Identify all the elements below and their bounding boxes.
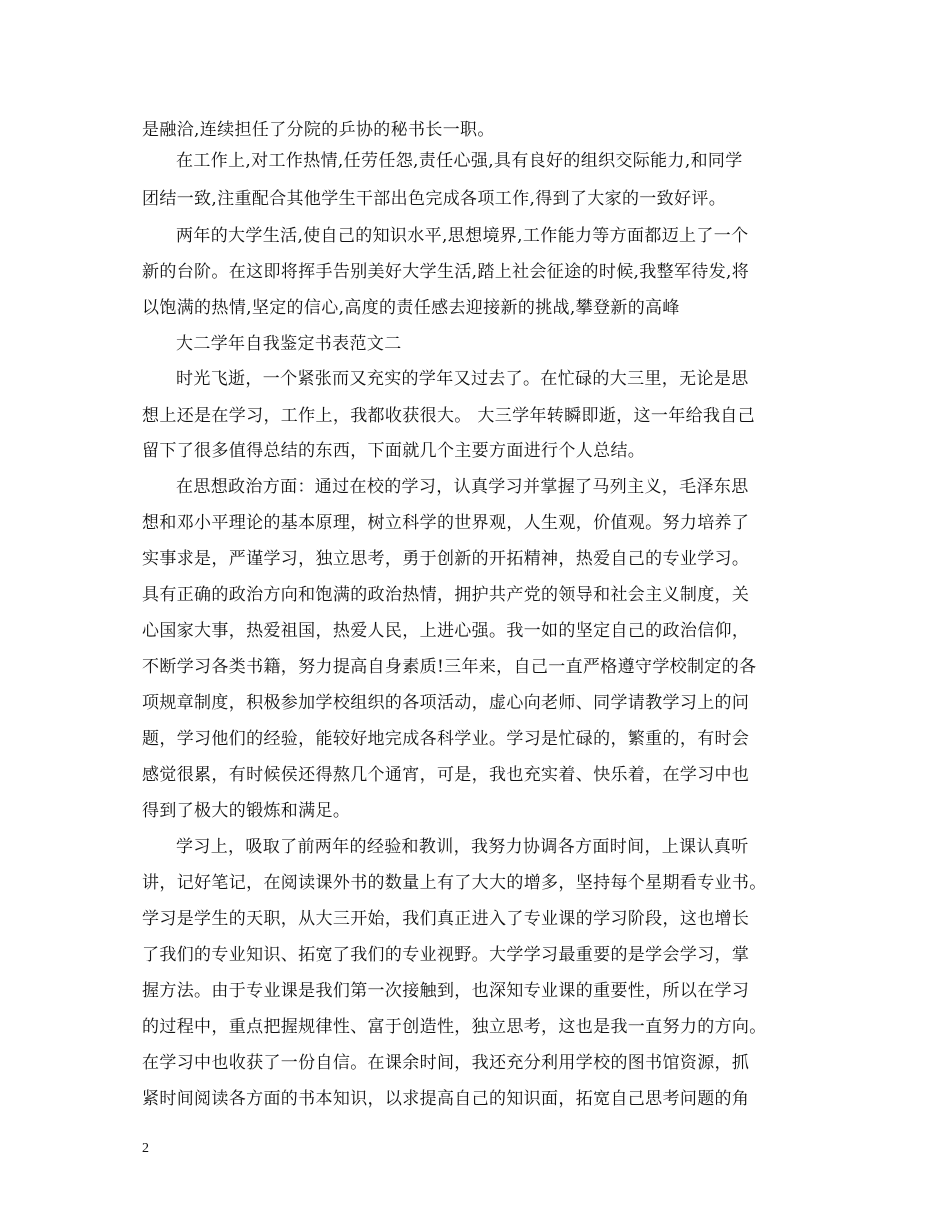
text-line: 了我们的专业知识、拓宽了我们的专业视野。大学学习最重要的是学会学习，掌: [142, 945, 750, 965]
page-number: 2: [142, 1141, 149, 1156]
text-line: 以饱满的热情,坚定的信心,高度的责任感去迎接新的挑战,攀登新的高峰: [142, 298, 680, 318]
text-line: 在工作上,对工作热情,任劳任怨,责任心强,具有良好的组织交际能力,和同学: [176, 151, 743, 171]
text-line: 感觉很累，有时候侯还得熬几个通宵，可是，我也充实着、快乐着，在学习中也: [142, 765, 750, 785]
text-line: 实事求是，严谨学习，独立思考，勇于创新的开拓精神，热爱自己的专业学习。: [142, 549, 750, 569]
section-heading: 大二学年自我鉴定书表范文二: [176, 334, 402, 354]
text-line: 留下了很多值得总结的东西，下面就几个主要方面进行个人总结。: [142, 441, 646, 461]
text-line: 得到了极大的锻炼和满足。: [142, 801, 351, 821]
text-line: 项规章制度，积极参加学校组织的各项活动，虚心向老师、同学请教学习上的问: [142, 693, 750, 713]
text-line: 新的台阶。在这即将挥手告别美好大学生活,踏上社会征途的时候,我整军待发,将: [142, 262, 750, 282]
text-line: 题，学习他们的经验，能较好地完成各科学业。学习是忙碌的，繁重的，有时会: [142, 729, 750, 749]
text-line: 在思想政治方面：通过在校的学习，认真学习并掌握了马列主义，毛泽东思: [176, 477, 749, 497]
text-line: 心国家大事，热爱祖国，热爱人民，上进心强。我一如的坚定自己的政治信仰，: [142, 621, 750, 641]
text-line: 在学习中也收获了一份自信。在课余时间，我还充分利用学校的图书馆资源，抓: [142, 1053, 750, 1073]
text-line: 紧时间阅读各方面的书本知识，以求提高自己的知识面，拓宽自己思考问题的角: [142, 1089, 750, 1109]
text-line: 想和邓小平理论的基本原理，树立科学的世界观，人生观，价值观。努力培养了: [142, 513, 750, 533]
text-line: 握方法。由于专业课是我们第一次接触到，也深知专业课的重要性，所以在学习: [142, 981, 750, 1001]
text-line: 学习上，吸取了前两年的经验和教训，我努力协调各方面时间，上课认真听: [176, 837, 749, 857]
text-line: 两年的大学生活,使自己的知识水平,思想境界,工作能力等方面都迈上了一个: [176, 226, 749, 246]
text-line: 讲，记好笔记，在阅读课外书的数量上有了大大的增多，坚持每个星期看专业书。: [142, 873, 767, 893]
text-line: 团结一致,注重配合其他学生干部出色完成各项工作,得到了大家的一致好评。: [142, 189, 727, 209]
text-line: 学习是学生的天职，从大三开始，我们真正进入了专业课的学习阶段，这也增长: [142, 909, 750, 929]
text-line: 是融洽,连续担任了分院的乒协的秘书长一职。: [142, 120, 495, 140]
text-line: 具有正确的政治方向和饱满的政治热情，拥护共产党的领导和社会主义制度，关: [142, 585, 750, 605]
text-line: 的过程中，重点把握规律性、富于创造性，独立思考，这也是我一直努力的方向。: [142, 1017, 767, 1037]
text-line: 想上还是在学习，工作上，我都收获很大。 大三学年转瞬即逝，这一年给我自己: [142, 406, 756, 426]
text-line: 时光飞逝，一个紧张而又充实的学年又过去了。在忙碌的大三里，无论是思: [176, 369, 749, 389]
text-line: 不断学习各类书籍，努力提高自身素质!三年来，自己一直严格遵守学校制定的各: [142, 657, 757, 677]
